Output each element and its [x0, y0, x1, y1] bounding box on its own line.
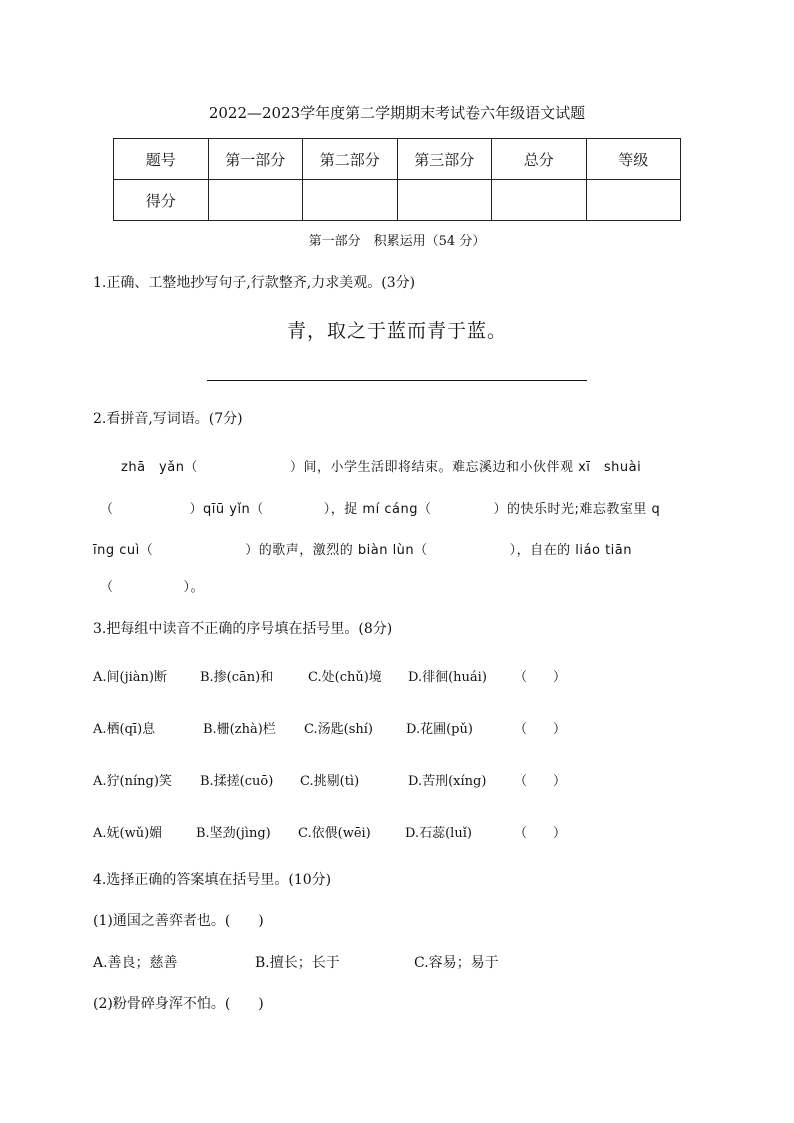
question-4-prompt: 4.选择正确的答案填在括号里。(10分) [93, 872, 332, 888]
pinyin-text: ）qīū yǐn（ [189, 502, 264, 517]
pinyin-text: īng cuì（ [93, 543, 154, 558]
pinyin-line-1 [121, 456, 729, 475]
pinyin-text: ）的快乐时光;难忘教室里 q [493, 502, 661, 517]
pinyin-text: ），自在的 liáo tiān [509, 543, 632, 558]
score-table [113, 138, 681, 221]
table-cell: 总分 [492, 139, 587, 180]
option-b: B.揉搓(cuō) [200, 774, 274, 789]
table-cell [397, 180, 492, 221]
pinyin-text: zhā yǎn（ [121, 460, 198, 475]
section-heading: 第一部分 积累运用（54 分） [308, 234, 486, 249]
option-b: B.栅(zhà)栏 [203, 722, 276, 737]
question-3-prompt: 3.把每组中读音不正确的序号填在括号里。(8分) [93, 621, 393, 637]
page-title: 2022—2023学年度第二学期期末考试卷六年级语文试题 [208, 104, 586, 122]
score-table-score-row [114, 180, 681, 221]
pinyin-text: ）的歌声，激烈的 biàn lùn（ [245, 543, 428, 558]
option-a: A.狞(níng)笑 [93, 774, 172, 789]
pinyin-text: ）。 [183, 580, 205, 595]
question-4-sub-2: (2)粉骨碎身浑不怕。( ) [93, 996, 264, 1012]
option-d: D.徘徊(huái) [408, 670, 487, 685]
question-4-sub-1: (1)通国之善弈者也。( ) [93, 913, 264, 929]
option-c: C.容易；易于 [414, 955, 499, 971]
option-b: B.掺(cān)和 [200, 670, 274, 685]
table-cell [303, 180, 398, 221]
option-c: C.汤匙(shí) [304, 722, 373, 737]
table-cell [208, 180, 303, 221]
pinyin-text: ），捉 mí cáng（ [323, 502, 432, 517]
answer-parentheses[interactable]: （ ） [514, 670, 567, 685]
pinyin-text: （ [100, 580, 114, 595]
option-a: A.栖(qī)息 [93, 722, 156, 737]
writing-line [207, 380, 587, 381]
answer-parentheses[interactable]: （ ） [514, 774, 567, 789]
table-cell: 第一部分 [208, 139, 303, 180]
pinyin-line-2 [100, 498, 708, 517]
pinyin-text: （ [100, 502, 114, 517]
option-a: A.间(jiàn)断 [93, 670, 167, 685]
copy-sentence: 青，取之于蓝而青于蓝。 [286, 320, 507, 342]
option-d: D.石蕊(luǐ) [405, 826, 472, 841]
table-cell [492, 180, 587, 221]
option-b: B.擅长；长于 [255, 955, 340, 971]
table-cell: 第二部分 [303, 139, 398, 180]
answer-parentheses[interactable]: （ ） [514, 722, 567, 737]
answer-parentheses[interactable]: （ ） [514, 826, 567, 841]
option-a: A.妩(wǔ)媚 [93, 826, 163, 841]
option-c: C.挑剔(tì) [300, 774, 360, 789]
option-d: D.苦刑(xíng) [408, 774, 487, 789]
table-cell: 题号 [114, 139, 209, 180]
option-c: C.依偎(wēi) [298, 826, 371, 841]
question-2-prompt: 2.看拼音,写词语。(7分) [93, 411, 243, 427]
table-cell: 得分 [114, 180, 209, 221]
table-cell: 第三部分 [397, 139, 492, 180]
option-b: B.坚劲(jìng) [196, 826, 271, 841]
option-d: D.花圃(pǔ) [406, 722, 473, 737]
table-cell: 等级 [586, 139, 681, 180]
pinyin-text: ）间，小学生活即将结束。难忘溪边和小伙伴观 xī shuài [289, 460, 642, 475]
pinyin-line-3 [93, 539, 701, 558]
pinyin-line-4 [100, 576, 708, 595]
score-table-header-row [114, 139, 681, 180]
option-a: A.善良；慈善 [93, 955, 178, 971]
question-1-prompt: 1.正确、工整地抄写句子,行款整齐,力求美观。(3分) [93, 275, 416, 291]
table-cell [586, 180, 681, 221]
option-c: C.处(chǔ)境 [308, 670, 382, 685]
